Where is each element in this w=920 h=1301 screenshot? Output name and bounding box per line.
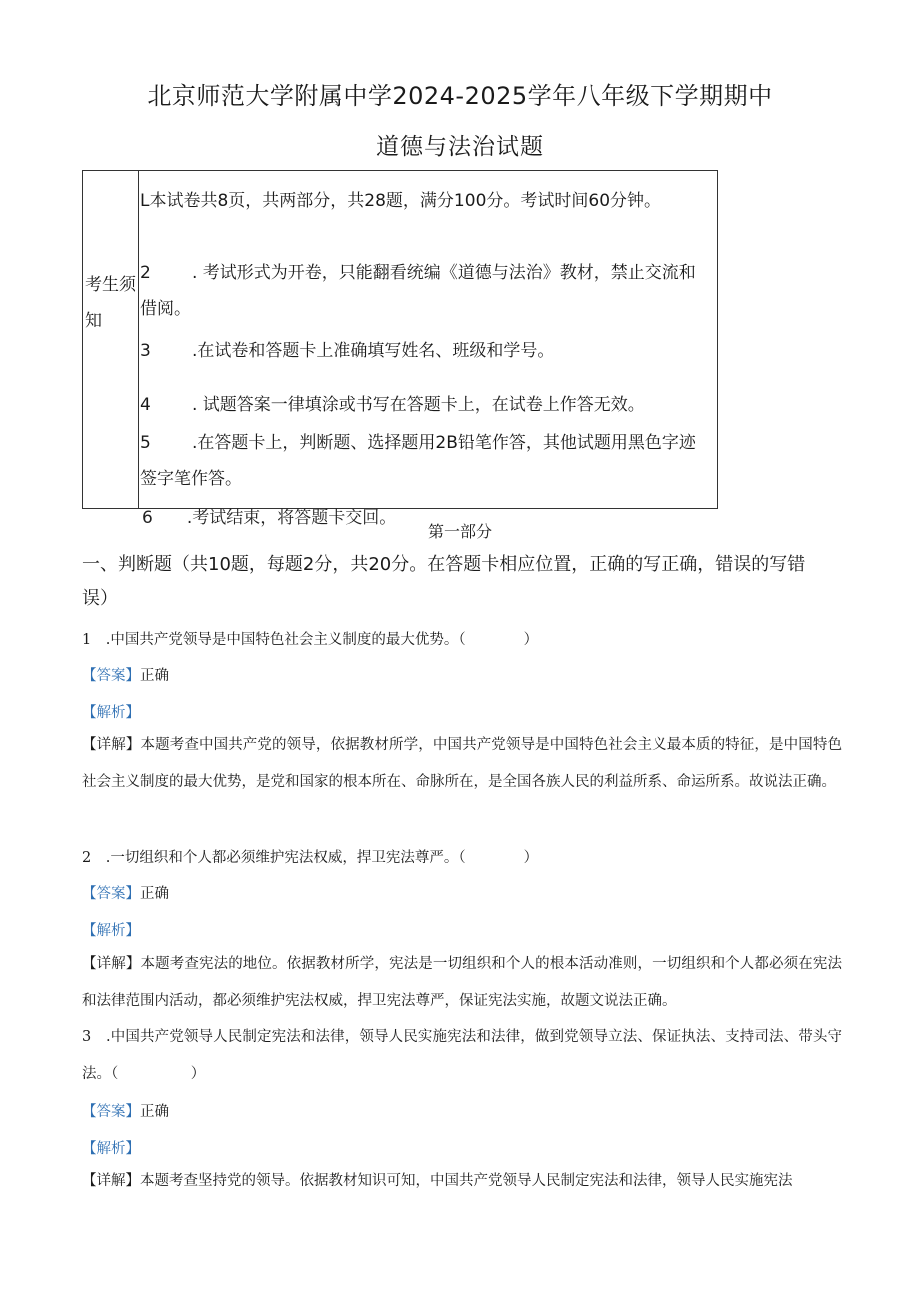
notice-item-number: 5	[140, 433, 151, 453]
answer-line	[82, 882, 169, 903]
question-stem: 1 .中国共产党领导是中国特色社会主义制度的最大优势。（ ）	[82, 632, 539, 648]
notice-item-number: 3	[140, 341, 151, 361]
analysis-label: 【解析】	[82, 705, 140, 721]
detail-text: 本题考查宪法的地位。依据教材所学，宪法是一切组织和个人的根本活动准则，一切组织和个人都必须在宪法和法律范围内活动，都必须维护宪法权威，捍卫宪法尊严，保证宪法实施，故题文说法正确。	[82, 956, 843, 1009]
notice-label-cell	[83, 171, 139, 508]
section-heading: 一、判断题（共10题，每题2分，共20分。在答题卡相应位置，正确的写正确，错误的写错误）	[82, 554, 806, 609]
notice-item	[140, 387, 710, 423]
detail-paragraph	[82, 1163, 842, 1200]
analysis-line	[82, 919, 140, 940]
notice-item	[140, 333, 710, 369]
question-stem: 3 .中国共产党领导人民制定宪法和法律，领导人民实施宪法和法律，做到党领导立法、保证执法、支持司法、带头守法。（ ）	[82, 1029, 842, 1082]
document-title: 北京师范大学附属中学2024-2025学年八年级下学期期中	[147, 82, 773, 110]
notice-item-number: 2	[140, 263, 151, 283]
notice-item-text: .在答题卡上，判断题、选择题用2B铅笔作答，其他试题用黑色字迹签字笔作答。	[140, 433, 696, 489]
notice-item-text: . 考试形式为开卷，只能翻看统编《道德与法治》教材，禁止交流和借阅。	[140, 263, 696, 319]
detail-paragraph	[82, 727, 842, 801]
answer-value: 正确	[140, 1104, 169, 1120]
analysis-line	[82, 1137, 140, 1158]
answer-label: 【答案】	[82, 668, 140, 684]
notice-item-number: L	[140, 191, 150, 211]
notice-label: 考生须知	[85, 275, 136, 331]
answer-value: 正确	[140, 668, 169, 684]
notice-item	[140, 255, 710, 327]
question-stem: 2 .一切组织和个人都必须维护宪法权威，捍卫宪法尊严。（ ）	[82, 850, 539, 866]
detail-text: 本题考查坚持党的领导。依据教材知识可知，中国共产党领导人民制定宪法和法律，领导人民实施宪法	[140, 1173, 793, 1189]
detail-text: 本题考查中国共产党的领导，依据教材所学，中国共产党领导是中国特色社会主义最本质的特征，是中国特色社会主义制度的最大优势，是党和国家的根本所在、命脉所在，是全国各族人民的利益所系、命运所系。故说法正确。	[82, 737, 843, 790]
answer-label: 【答案】	[82, 886, 140, 902]
answer-label: 【答案】	[82, 1104, 140, 1120]
document-subtitle: 道德与法治试题	[376, 134, 544, 160]
detail-label: 【详解】	[82, 1173, 140, 1189]
notice-item-number: 4	[140, 395, 151, 415]
analysis-line	[82, 701, 140, 722]
notice-item-text: 本试卷共8页，共两部分，共28题，满分100分。考试时间60分钟。	[149, 191, 662, 211]
exam-notice-box	[82, 170, 718, 528]
notice-item	[140, 183, 710, 219]
detail-paragraph	[82, 946, 842, 1020]
notice-item	[140, 425, 710, 497]
analysis-label: 【解析】	[82, 1141, 140, 1157]
part-heading: 第一部分	[427, 522, 492, 541]
analysis-label: 【解析】	[82, 923, 140, 939]
notice-item-text: .在试卷和答题卡上准确填写姓名、班级和学号。	[192, 341, 555, 361]
answer-line	[82, 1100, 169, 1121]
detail-label: 【详解】	[82, 737, 141, 753]
notice-item-text: . 试题答案一律填涂或书写在答题卡上，在试卷上作答无效。	[192, 395, 645, 415]
answer-value: 正确	[140, 886, 169, 902]
answer-line	[82, 664, 169, 685]
notice-item-cut-off: 6 .考试结束，将答题卡交回。	[142, 508, 397, 528]
detail-label: 【详解】	[82, 956, 141, 972]
